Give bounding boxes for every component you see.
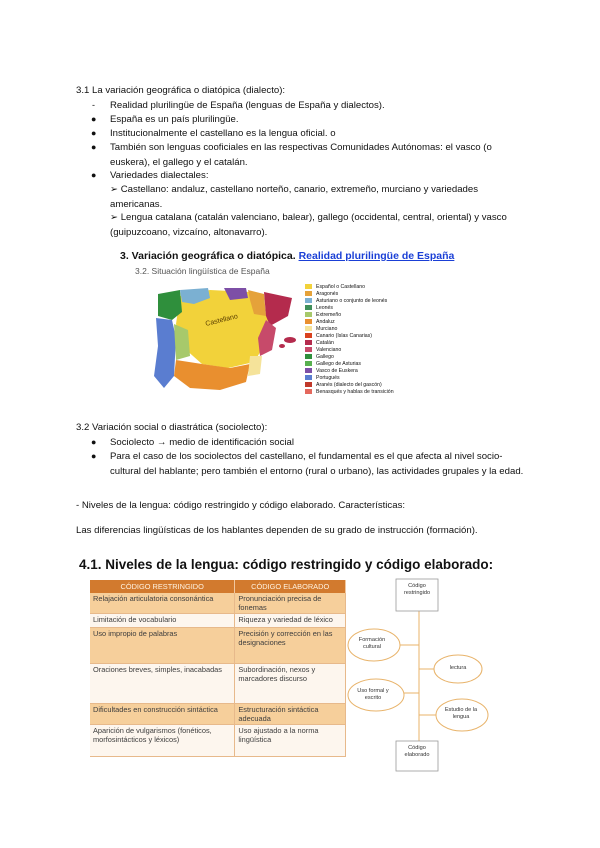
bullet-dot: ● <box>91 451 97 461</box>
bullet-item: España es un país plurilingüe. <box>110 114 239 125</box>
table-cell: Uso impropio de palabras <box>90 628 235 664</box>
legend-item: Extremeño <box>305 312 341 318</box>
table-cell: Uso ajustado a la norma lingüística <box>235 725 346 757</box>
legend-item: Aranés (dialecto del gascón) <box>305 382 382 388</box>
sub-item-catalana: ➢ Lengua catalana (catalán valenciano, balear), gallego (occidental, central, oriental) y vasco (guipuzcoano, vizcaíno, altonavarro). <box>110 212 507 238</box>
niveles-title: - Niveles de la lengua: código restringido y código elaborado. Características: <box>76 500 406 511</box>
table-row <box>90 664 346 704</box>
table-cell: Riqueza y variedad de léxico <box>235 614 346 628</box>
diagram-label-uso: Uso formal y escrito <box>357 688 389 701</box>
legend-swatch <box>305 382 312 387</box>
codes-table <box>90 580 346 757</box>
sub-item-castellano: ➢ Castellano: andaluz, castellano norteño, canario, extremeño, murciano y variedades americanas. <box>110 184 479 210</box>
legend-swatch <box>305 389 312 394</box>
diagram-label-top: Código restringido <box>403 583 431 596</box>
table-header: CÓDIGO RESTRINGIDO <box>90 580 235 593</box>
table-cell: Estructuración sintáctica adecuada <box>235 704 346 725</box>
legend-swatch <box>305 312 312 317</box>
diagram-label-bottom: Código elaborado <box>404 745 430 758</box>
legend-item: Gallego <box>305 354 334 360</box>
legend-swatch <box>305 326 312 331</box>
table-row <box>90 628 346 664</box>
legend-swatch <box>305 347 312 352</box>
legend-swatch <box>305 291 312 296</box>
table-row <box>90 593 346 614</box>
table-header: CÓDIGO ELABORADO <box>235 580 346 593</box>
map-region-balear <box>284 337 296 343</box>
table-cell: Aparición de vulgarismos (fonéticos, morfosintácticos y léxicos) <box>90 725 235 757</box>
legend-swatch <box>305 354 312 359</box>
section-31-title: 3.1 La variación geográfica o diatópica (dialecto): <box>76 85 286 96</box>
dash-item: Realidad plurilingüe de España (lenguas de España y dialectos). <box>110 100 385 111</box>
legend-swatch <box>305 284 312 289</box>
bullet-dot: ● <box>91 142 97 152</box>
legend-item: Asturiano o conjunto de leonés <box>305 298 387 304</box>
legend-swatch <box>305 333 312 338</box>
diagram-label-estudio: Estudio de la lengua <box>444 707 478 720</box>
map-region-murciano <box>248 356 262 376</box>
legend-item: Vasco de Euskera <box>305 368 358 374</box>
legend-swatch <box>305 361 312 366</box>
table-cell: Limitación de vocabulario <box>90 614 235 628</box>
section-32-title: 3.2 Variación social o diastrática (sociolecto): <box>76 422 268 433</box>
legend-item: Leonés <box>305 305 333 311</box>
bullet-item: Para el caso de los sociolectos del castellano, el fundamental es el que afecta al nivel socio-cultural del hablante; pero también el entorno (rural o urbano), las actividades grupales y la edad. <box>110 451 524 477</box>
table-cell: Dificultades en construcción sintáctica <box>90 704 235 725</box>
bullet-item: También son lenguas cooficiales en las respectivas Comunidades Autónomas: el vasco (o euskera), el gallego y el catalán. <box>110 142 492 168</box>
diagram-label-lectura: lectura <box>449 665 467 671</box>
map-heading-link[interactable]: Realidad plurilingüe de España <box>298 250 455 262</box>
map-subheading: 3.2. Situación lingüística de España <box>135 266 270 276</box>
spain-language-map <box>150 276 300 402</box>
bullet-item: Sociolecto → medio de identificación social <box>110 437 294 448</box>
legend-swatch <box>305 305 312 310</box>
table-cell: Subordinación, nexos y marcadores discurso <box>235 664 346 704</box>
table-cell: Relajación articulatoria consonántica <box>90 593 235 614</box>
legend-item: Canario (Islas Canarias) <box>305 333 372 339</box>
table-cell: Oraciones breves, simples, inacabadas <box>90 664 235 704</box>
legend-item: Murciano <box>305 326 337 332</box>
bullet-item: Institucionalmente el castellano es la lengua oficial. o <box>110 128 336 139</box>
map-label-castellano: Castellano <box>204 313 239 328</box>
dash-marker: - <box>92 100 95 110</box>
map-region-catalan <box>264 292 292 326</box>
bullet-item: Variedades dialectales: <box>110 170 209 181</box>
table-row <box>90 704 346 725</box>
legend-item: Español o Castellano <box>305 284 365 290</box>
niveles-intro: Las diferencias lingüísticas de los hablantes dependen de su grado de instrucción (formación). <box>76 525 478 536</box>
bullet-dot: ● <box>91 114 97 124</box>
table-cell: Precisión y corrección en las designaciones <box>235 628 346 664</box>
map-heading: 3. Variación geográfica o diatópica. Realidad plurilingüe de España <box>120 250 455 262</box>
legend-item: Aragonés <box>305 291 338 297</box>
legend-item: Catalán <box>305 340 334 346</box>
table-cell: Pronunciación precisa de fonemas <box>235 593 346 614</box>
map-region-portugues <box>154 318 176 388</box>
legend-swatch <box>305 368 312 373</box>
legend-swatch <box>305 340 312 345</box>
legend-item: Andaluz <box>305 319 335 325</box>
legend-item: Valenciano <box>305 347 341 353</box>
bullet-dot: ● <box>91 128 97 138</box>
table-row <box>90 725 346 757</box>
slide-title: 4.1. Niveles de la lengua: código restringido y código elaborado: <box>79 557 494 572</box>
map-region-balear <box>279 344 285 348</box>
table-row <box>90 614 346 628</box>
legend-swatch <box>305 298 312 303</box>
legend-item: Benasqués y hablas de transición <box>305 389 394 395</box>
legend-item: Gallego de Asturias <box>305 361 361 367</box>
table-header-row <box>90 580 346 593</box>
bullet-dot: ● <box>91 170 97 180</box>
legend-item: Portugués <box>305 375 340 381</box>
diagram-label-formacion: Formación cultural <box>358 637 386 650</box>
legend-swatch <box>305 319 312 324</box>
bullet-dot: ● <box>91 437 97 447</box>
legend-swatch <box>305 375 312 380</box>
